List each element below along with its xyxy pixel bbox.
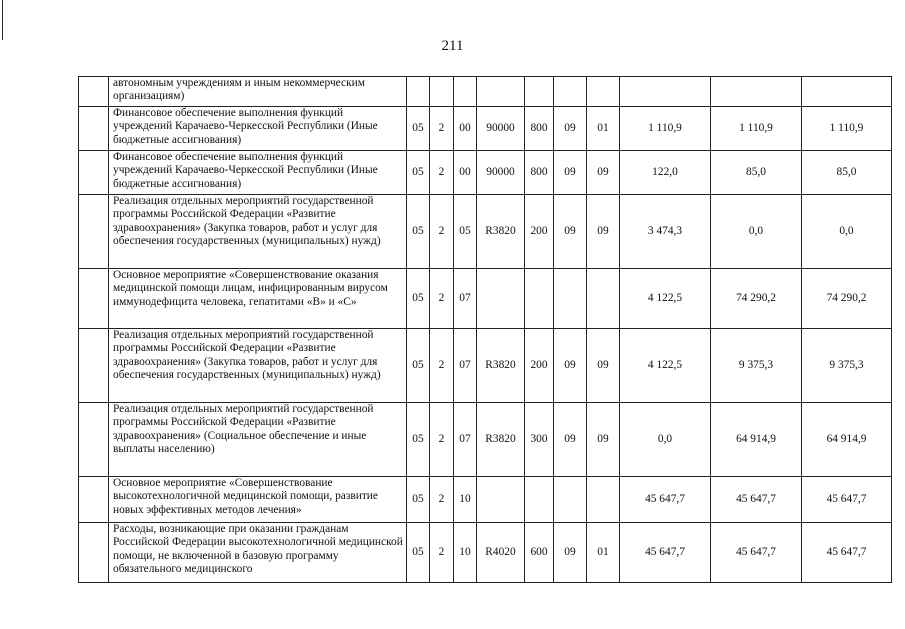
code-cell: 05 (407, 107, 430, 151)
amount-cell: 3 474,3 (620, 195, 711, 269)
description-cell: Реализация отдельных мероприятий государственной программы Российской Федерации «Развитие здравоохранения» (Закупка товаров, работ и услуг для обеспечения государственных (муниципальных) нужд) (109, 329, 407, 403)
amount-cell: 85,0 (802, 151, 892, 195)
code-cell: R3820 (477, 329, 525, 403)
description-cell: Реализация отдельных мероприятий государственной программы Российской Федерации «Развитие здравоохранения» (Социальное обеспечение и иные выплаты населению) (109, 403, 407, 477)
description-cell: Расходы, возникающие при оказании гражданам Российской Федерации высокотехнологичной медицинской помощи, не включенной в базовую программу обязательного медицинского (109, 523, 407, 583)
code-cell: 600 (525, 523, 554, 583)
amount-cell: 74 290,2 (711, 269, 802, 329)
code-cell: 300 (525, 403, 554, 477)
code-cell: 800 (525, 107, 554, 151)
code-cell (554, 269, 587, 329)
code-cell: 09 (554, 195, 587, 269)
table-row (79, 523, 892, 583)
code-cell: 2 (430, 477, 454, 523)
code-cell: 00 (454, 151, 477, 195)
code-cell: 01 (587, 523, 620, 583)
code-cell: 05 (407, 151, 430, 195)
amount-cell: 1 110,9 (711, 107, 802, 151)
code-cell: 05 (454, 195, 477, 269)
row-number-cell (79, 523, 109, 583)
code-cell (554, 77, 587, 107)
code-cell: 200 (525, 329, 554, 403)
amount-cell: 1 110,9 (802, 107, 892, 151)
description-cell: Основное мероприятие «Совершенствование оказания медицинской помощи лицам, инфицированным вирусом иммунодефицита человека, гепатитами «В» и «С» (109, 269, 407, 329)
row-number-cell (79, 403, 109, 477)
description-cell: Финансовое обеспечение выполнения функций учреждений Карачаево-Черкесской Республики (Иные бюджетные ассигнования) (109, 107, 407, 151)
code-cell: 09 (587, 329, 620, 403)
code-cell: 09 (587, 195, 620, 269)
code-cell: 2 (430, 329, 454, 403)
code-cell (525, 77, 554, 107)
code-cell (454, 77, 477, 107)
table-row (79, 77, 892, 107)
description-cell: автономным учреждениям и иным некоммерческим организациям) (109, 77, 407, 107)
code-cell: 05 (407, 403, 430, 477)
table-row (79, 329, 892, 403)
amount-cell: 9 375,3 (802, 329, 892, 403)
code-cell (525, 477, 554, 523)
code-cell: 2 (430, 403, 454, 477)
table-row (79, 107, 892, 151)
code-cell: 09 (554, 403, 587, 477)
code-cell: 05 (407, 195, 430, 269)
code-cell: 05 (407, 477, 430, 523)
code-cell (477, 477, 525, 523)
code-cell (407, 77, 430, 107)
code-cell: 10 (454, 523, 477, 583)
table-row (79, 269, 892, 329)
code-cell: 07 (454, 403, 477, 477)
amount-cell: 9 375,3 (711, 329, 802, 403)
amount-cell (620, 77, 711, 107)
budget-table (78, 76, 892, 583)
description-cell: Основное мероприятие «Совершенствование высокотехнологичной медицинской помощи, развитие новых эффективных методов лечения» (109, 477, 407, 523)
code-cell (587, 477, 620, 523)
description-cell: Реализация отдельных мероприятий государственной программы Российской Федерации «Развитие здравоохранения» (Закупка товаров, работ и услуг для обеспечения государственных (муниципальных) нужд) (109, 195, 407, 269)
code-cell: 09 (554, 107, 587, 151)
row-number-cell (79, 477, 109, 523)
page-number: 211 (441, 38, 464, 54)
row-number-cell (79, 77, 109, 107)
amount-cell: 0,0 (711, 195, 802, 269)
row-number-cell (79, 107, 109, 151)
code-cell: 800 (525, 151, 554, 195)
table-row (79, 477, 892, 523)
description-cell: Финансовое обеспечение выполнения функций учреждений Карачаево-Черкесской Республики (Иные бюджетные ассигнования) (109, 151, 407, 195)
amount-cell (711, 77, 802, 107)
code-cell (477, 77, 525, 107)
code-cell: 2 (430, 195, 454, 269)
code-cell: 90000 (477, 107, 525, 151)
amount-cell: 45 647,7 (802, 477, 892, 523)
code-cell: R3820 (477, 403, 525, 477)
amount-cell: 45 647,7 (620, 523, 711, 583)
row-number-cell (79, 269, 109, 329)
code-cell: 2 (430, 523, 454, 583)
code-cell (430, 77, 454, 107)
code-cell (587, 77, 620, 107)
code-cell: 09 (587, 151, 620, 195)
amount-cell: 4 122,5 (620, 329, 711, 403)
row-number-cell (79, 151, 109, 195)
table-row (79, 403, 892, 477)
amount-cell: 45 647,7 (620, 477, 711, 523)
code-cell: 00 (454, 107, 477, 151)
code-cell: 07 (454, 329, 477, 403)
code-cell: 09 (554, 523, 587, 583)
row-number-cell (79, 195, 109, 269)
amount-cell: 45 647,7 (711, 477, 802, 523)
code-cell: 10 (454, 477, 477, 523)
amount-cell: 85,0 (711, 151, 802, 195)
amount-cell: 64 914,9 (711, 403, 802, 477)
table-row (79, 151, 892, 195)
code-cell: 07 (454, 269, 477, 329)
amount-cell: 45 647,7 (802, 523, 892, 583)
code-cell (554, 477, 587, 523)
row-number-cell (79, 329, 109, 403)
code-cell: 2 (430, 151, 454, 195)
code-cell: 09 (587, 403, 620, 477)
code-cell: 01 (587, 107, 620, 151)
code-cell: 90000 (477, 151, 525, 195)
code-cell: 09 (554, 329, 587, 403)
code-cell: 2 (430, 107, 454, 151)
code-cell: 200 (525, 195, 554, 269)
amount-cell: 45 647,7 (711, 523, 802, 583)
amount-cell: 122,0 (620, 151, 711, 195)
amount-cell: 64 914,9 (802, 403, 892, 477)
code-cell: 05 (407, 269, 430, 329)
code-cell: 05 (407, 523, 430, 583)
amount-cell: 0,0 (802, 195, 892, 269)
amount-cell: 4 122,5 (620, 269, 711, 329)
table-row (79, 195, 892, 269)
code-cell: R4020 (477, 523, 525, 583)
code-cell: 09 (554, 151, 587, 195)
code-cell (525, 269, 554, 329)
code-cell (477, 269, 525, 329)
code-cell: 05 (407, 329, 430, 403)
code-cell: R3820 (477, 195, 525, 269)
amount-cell (802, 77, 892, 107)
margin-rule (2, 0, 3, 40)
amount-cell: 1 110,9 (620, 107, 711, 151)
amount-cell: 0,0 (620, 403, 711, 477)
amount-cell: 74 290,2 (802, 269, 892, 329)
code-cell: 2 (430, 269, 454, 329)
code-cell (587, 269, 620, 329)
